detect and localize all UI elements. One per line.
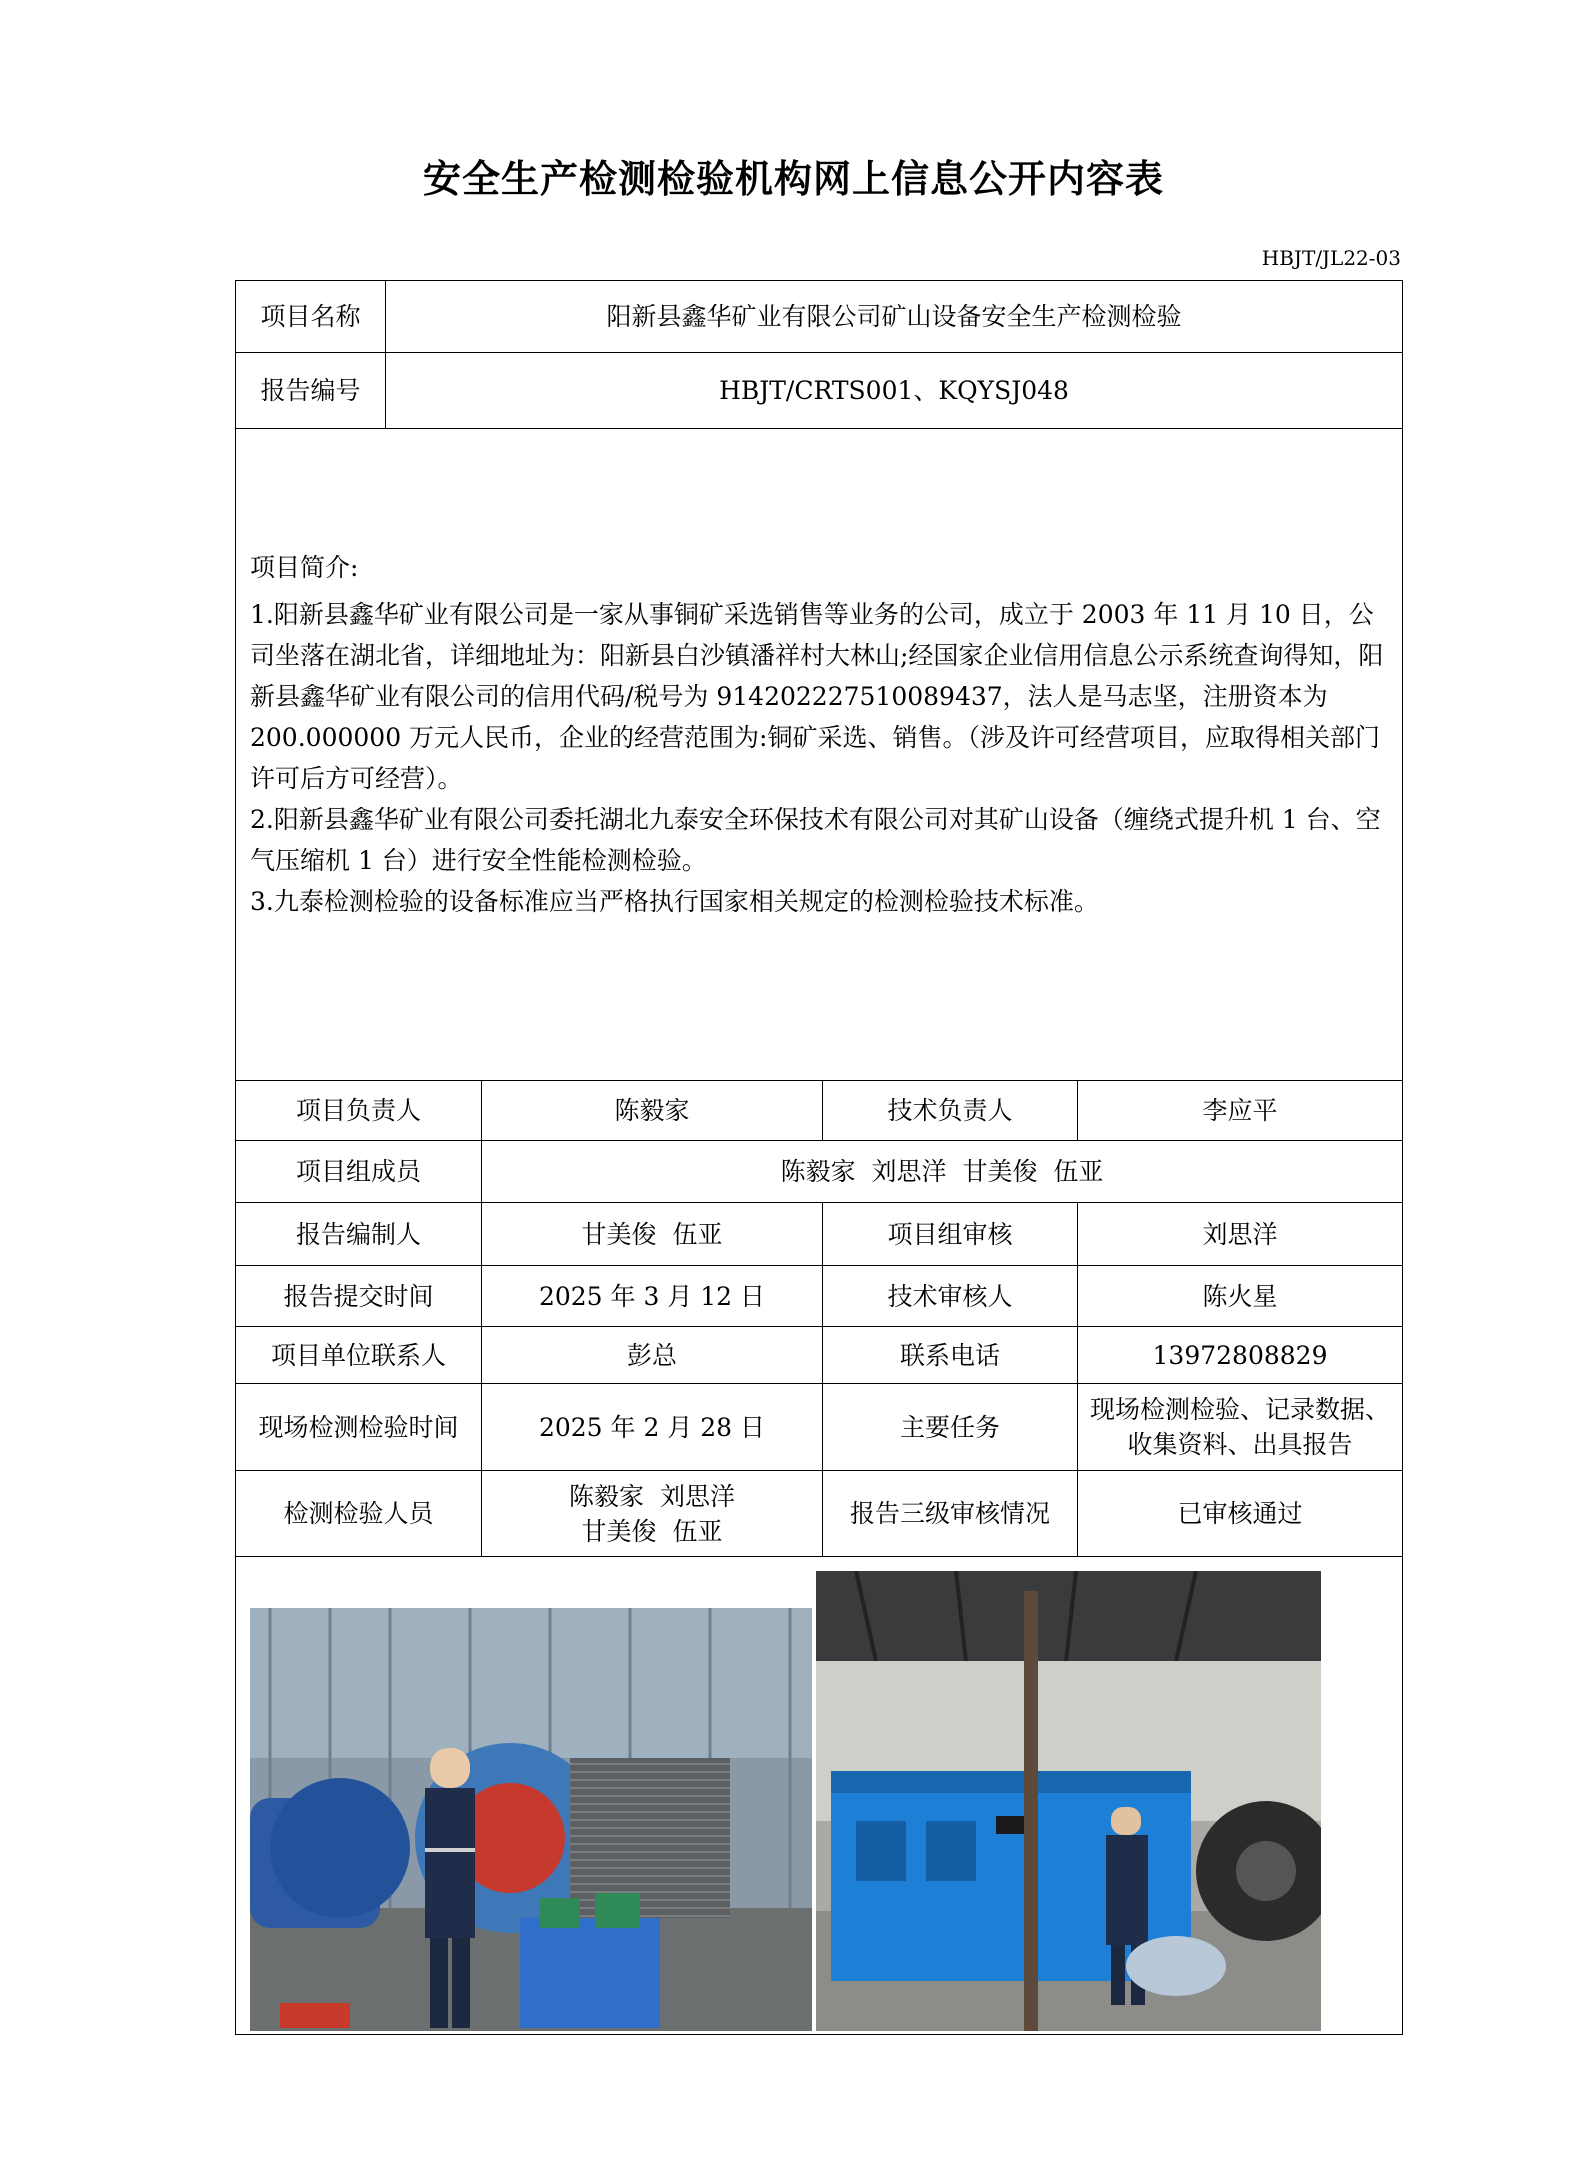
tech-reviewer-label: 技术审核人 xyxy=(823,1266,1078,1327)
team-review-label: 项目组审核 xyxy=(823,1203,1078,1266)
compiler-value: 甘美俊 伍亚 xyxy=(482,1203,823,1266)
document-code: HBJT/JL22-03 xyxy=(1261,246,1401,270)
team-review-value: 刘思洋 xyxy=(1078,1203,1403,1266)
contact-value: 彭总 xyxy=(482,1327,823,1384)
phone-label: 联系电话 xyxy=(823,1327,1078,1384)
members-value: 陈毅家 刘思洋 甘美俊 伍亚 xyxy=(482,1141,1403,1203)
page-title: 安全生产检测检验机构网上信息公开内容表 xyxy=(422,156,1164,201)
intro-para-3: 3.九泰检测检验的设备标准应当严格执行国家相关规定的检测检验技术标准。 xyxy=(250,887,1099,916)
compiler-label: 报告编制人 xyxy=(236,1203,482,1266)
project-intro xyxy=(236,429,1403,1081)
hoist-photo xyxy=(250,1608,812,2031)
task-label: 主要任务 xyxy=(823,1384,1078,1471)
site-time-value: 2025 年 2 月 28 日 xyxy=(482,1384,823,1471)
project-name-label: 项目名称 xyxy=(236,281,386,353)
air-compressor-photo xyxy=(816,1571,1321,2031)
review-status-value: 已审核通过 xyxy=(1078,1471,1403,1557)
members-label: 项目组成员 xyxy=(236,1141,482,1203)
leader-label: 项目负责人 xyxy=(236,1081,482,1141)
info-table xyxy=(235,280,1403,2035)
intro-para-1: 1.阳新县鑫华矿业有限公司是一家从事铜矿采选销售等业务的公司，成立于 2003 年 11 月 10 日，公司坐落在湖北省，详细地址为：阳新县白沙镇潘祥村大林山;经国家企业信用信息公示系统查询得知，阳新县鑫华矿业有限公司的信用代码/税号为 914202227510089437，法人是马志坚，注册资本为 200.000000 万元人民币，企业的经营范围为:铜矿采选、销售。（涉及许可经营项目，应取得相关部门许可后方可经营）。 xyxy=(250,600,1384,793)
site-time-label: 现场检测检验时间 xyxy=(236,1384,482,1471)
intro-para-2: 2.阳新县鑫华矿业有限公司委托湖北九泰安全环保技术有限公司对其矿山设备（缠绕式提升机 1 台、空气压缩机 1 台）进行安全性能检测检验。 xyxy=(250,805,1381,875)
contact-label: 项目单位联系人 xyxy=(236,1327,482,1384)
tech-leader-value: 李应平 xyxy=(1078,1081,1403,1141)
task-value: 现场检测检验、记录数据、收集资料、出具报告 xyxy=(1078,1384,1403,1471)
inspectors-value xyxy=(482,1471,823,1557)
intro-heading: 项目简介: xyxy=(250,553,359,582)
inspectors-label: 检测检验人员 xyxy=(236,1471,482,1557)
leader-value: 陈毅家 xyxy=(482,1081,823,1141)
tech-leader-label: 技术负责人 xyxy=(823,1081,1078,1141)
photo-section xyxy=(236,1557,1403,2035)
report-no-value: HBJT/CRTS001、KQYSJ048 xyxy=(386,353,1403,429)
project-name-value: 阳新县鑫华矿业有限公司矿山设备安全生产检测检验 xyxy=(386,281,1403,353)
submit-time-value: 2025 年 3 月 12 日 xyxy=(482,1266,823,1327)
inspectors-line-2: 甘美俊 伍亚 xyxy=(581,1516,723,1546)
phone-value: 13972808829 xyxy=(1078,1327,1403,1384)
report-no-label: 报告编号 xyxy=(236,353,386,429)
submit-time-label: 报告提交时间 xyxy=(236,1266,482,1327)
inspectors-line-1: 陈毅家 刘思洋 xyxy=(569,1481,735,1511)
tech-reviewer-value: 陈火星 xyxy=(1078,1266,1403,1327)
review-status-label: 报告三级审核情况 xyxy=(823,1471,1078,1557)
